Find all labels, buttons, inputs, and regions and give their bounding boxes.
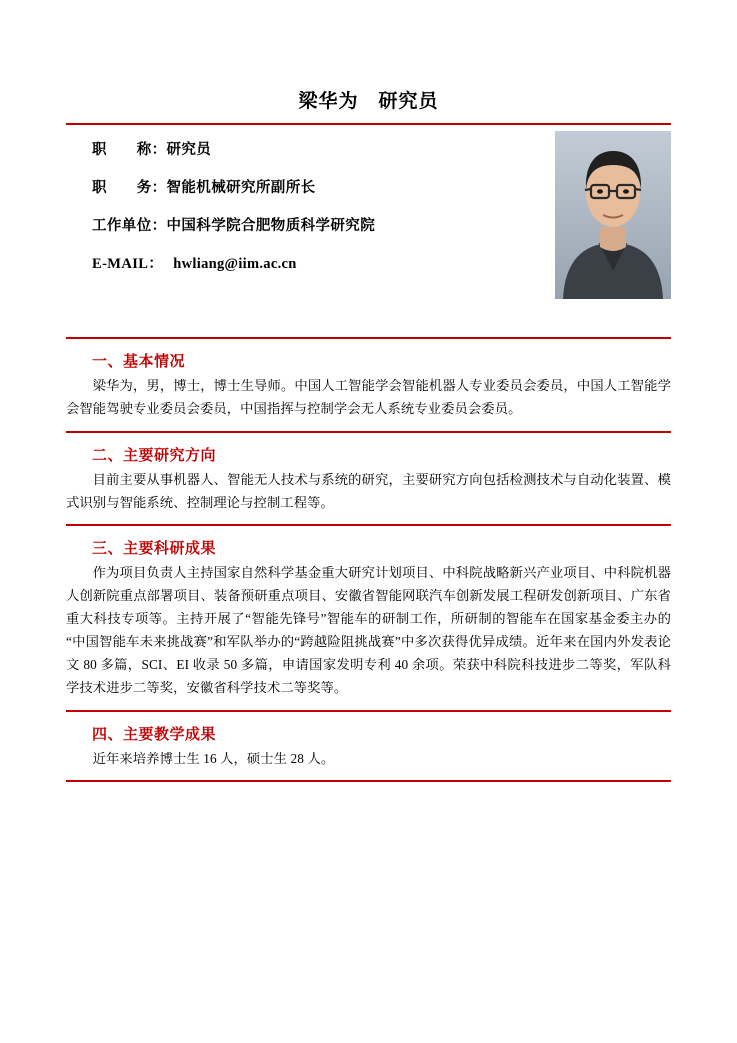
page-title: 梁华为 研究员 [298,91,439,112]
profile-label-email: E-MAIL： [92,255,164,272]
profile-value-email[interactable]: hwliang@iim.ac.cn [173,255,297,272]
section-heading-3: 三、主要科研成果 [92,541,217,558]
section-body-3: 作为项目负责人主持国家自然科学基金重大研究计划项目、中科院战略新兴产业项目、中科院机器人创新院重点部署项目、装备预研重点项目、安徽省智能网联汽车创新发展工程研发创新项目、广东省重大科技专项等。主持开展了“智能先锋号”智能车的研制工作，所研制的智能车在国家基金委主办的“中国智能车未来挑战赛”和军队举办的“跨越险阻挑战赛”中多次获得优异成绩。近年来在国内外发表论文 80 多篇，SCI、EI 收录 50 多篇，申请国家发明专利 40 余项。荣获中科院科技进步二等奖，军队科学技术进步二等奖，安徽省科学技术二等奖等。 [66,565,671,695]
profile-label-title: 职 称： [92,142,167,158]
profile-value-organization: 中国科学院合肥物质科学研究院 [166,217,376,234]
profile-value-title: 研究员 [166,142,212,158]
section-basic-info [66,339,671,421]
section-body-4: 近年来培养博士生 16 人，硕士生 28 人。 [92,750,335,766]
section-research-areas [66,433,671,515]
section-heading-2: 二、主要研究方向 [92,447,217,464]
section-heading-4: 四、主要教学成果 [92,726,217,743]
section-teaching-achievements [66,712,671,771]
profile-value-position: 智能机械研究所副所长 [166,179,316,196]
section-research-achievements [66,526,671,699]
portrait-photo [555,131,671,299]
section-body-2: 目前主要从事机器人、智能无人技术与系统的研究，主要研究方向包括检测技术与自动化装置、模式识别与智能系统、控制理论与控制工程等。 [66,471,671,510]
profile-label-organization: 工作单位： [92,217,167,234]
profile-block [66,125,671,337]
section-heading-1: 一、基本情况 [92,354,186,370]
divider-section-end [66,780,671,782]
profile-label-position: 职 务： [92,179,167,196]
section-body-1: 梁华为，男，博士，博士生导师。中国人工智能学会智能机器人专业委员会委员，中国人工智能学会智能驾驶专业委员会委员，中国指挥与控制学会无人系统专业委员会委员。 [66,378,671,416]
